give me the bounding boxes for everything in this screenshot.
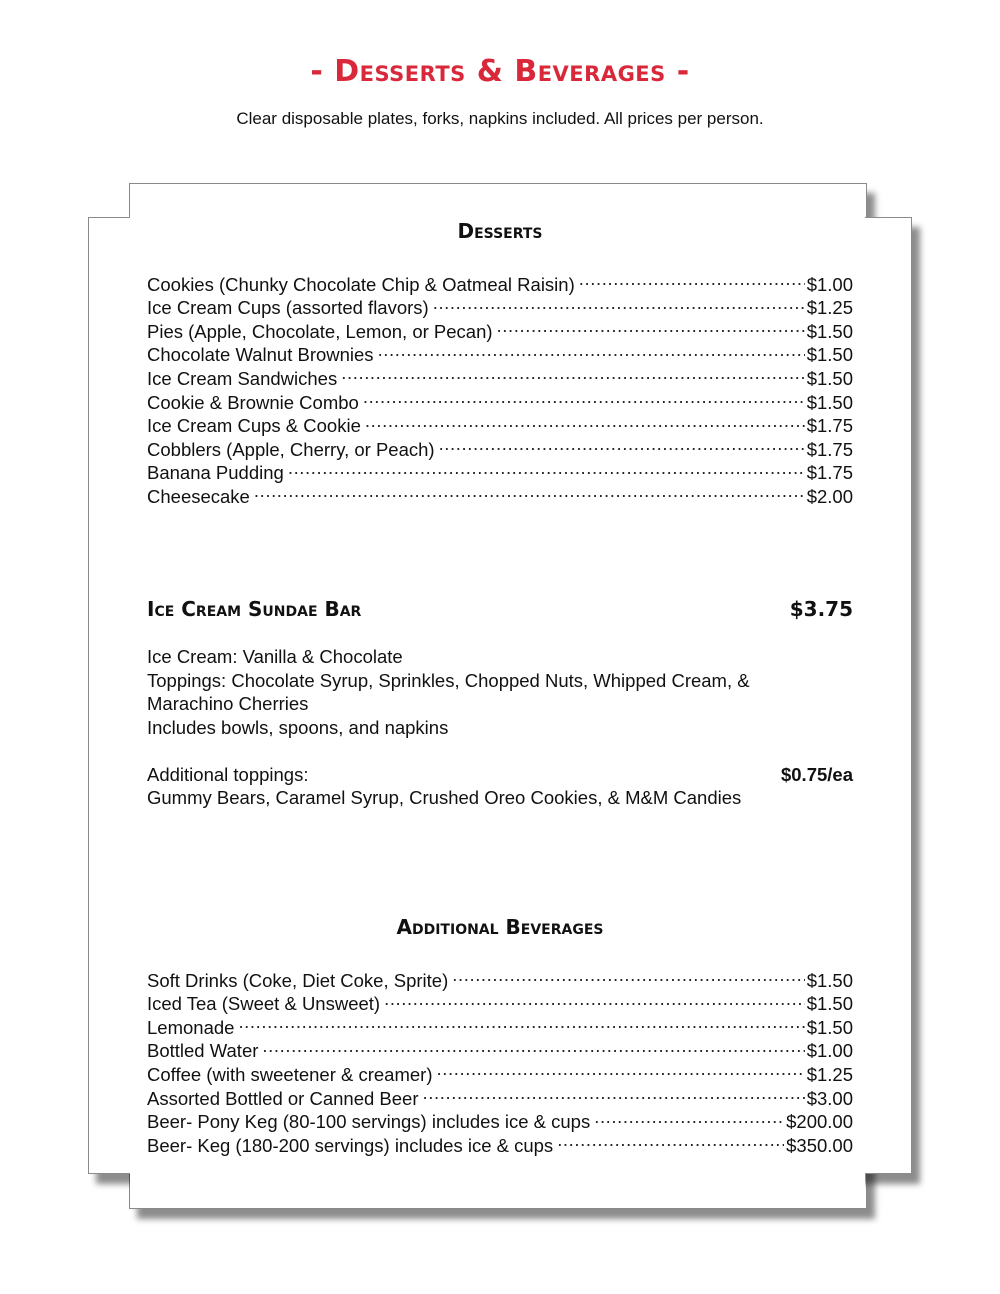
item-name: Ice Cream Cups & Cookie xyxy=(147,415,361,437)
item-price: $1.75 xyxy=(806,415,853,437)
item-price: $1.50 xyxy=(806,391,853,413)
item-name: Banana Pudding xyxy=(147,462,284,484)
item-price: $1.50 xyxy=(806,1016,853,1038)
page-subtitle: Clear disposable plates, forks, napkins included. All prices per person. xyxy=(236,109,764,128)
additional-toppings-price: $0.75/ea xyxy=(780,764,853,785)
item-name: Beer- Pony Keg (80-100 servings) includes ice & cups xyxy=(147,1111,591,1133)
item-name: Cookie & Brownie Combo xyxy=(147,391,359,413)
item-name: Cobblers (Apple, Cherry, or Peach) xyxy=(147,438,435,460)
dot-leader xyxy=(452,963,804,987)
dessert-item xyxy=(147,479,853,507)
item-name: Pies (Apple, Chocolate, Lemon, or Pecan) xyxy=(147,320,493,342)
item-name: Ice Cream Sandwiches xyxy=(147,367,338,389)
sundae-bar-description xyxy=(147,645,853,739)
item-price: $1.00 xyxy=(806,273,853,295)
item-price: $1.00 xyxy=(806,1040,853,1062)
item-name: Beer- Keg (180-200 servings) includes ice & cups xyxy=(147,1134,554,1156)
dot-leader xyxy=(341,361,804,385)
item-name: Ice Cream Cups (assorted flavors) xyxy=(147,297,429,319)
item-price: $1.50 xyxy=(806,969,853,991)
beverages-list xyxy=(147,963,853,1156)
item-name: Soft Drinks (Coke, Diet Coke, Sprite) xyxy=(147,969,449,991)
item-price: $1.50 xyxy=(806,320,853,342)
item-name: Assorted Bottled or Canned Beer xyxy=(147,1087,419,1109)
additional-toppings-label: Additional toppings: xyxy=(147,764,309,785)
dot-leader xyxy=(594,1105,784,1129)
sundae-line: Includes bowls, spoons, and napkins xyxy=(147,716,449,738)
beverages-heading: Additional Beverages xyxy=(396,915,604,939)
dot-leader xyxy=(238,1010,804,1034)
desserts-heading: Desserts xyxy=(457,219,543,243)
item-price: $1.75 xyxy=(806,462,853,484)
sundae-line: Toppings: Chocolate Syrup, Sprinkles, Chopped Nuts, Whipped Cream, & xyxy=(147,669,750,691)
beverage-item xyxy=(147,1010,853,1038)
item-price: $1.25 xyxy=(806,1063,853,1085)
item-price: $2.00 xyxy=(806,485,853,507)
item-price: $350.00 xyxy=(786,1134,853,1156)
dessert-item xyxy=(147,267,853,295)
dot-leader xyxy=(254,479,805,503)
item-price: $200.00 xyxy=(786,1111,853,1133)
additional-toppings-row xyxy=(147,763,853,787)
item-price: $1.75 xyxy=(806,438,853,460)
additional-toppings-list: Gummy Bears, Caramel Syrup, Crushed Oreo Cookies, & M&M Candies xyxy=(147,787,742,808)
dot-leader xyxy=(497,314,805,338)
item-name: Lemonade xyxy=(147,1016,235,1038)
item-price: $1.50 xyxy=(806,367,853,389)
dot-leader xyxy=(363,385,805,409)
item-name: Chocolate Walnut Brownies xyxy=(147,344,374,366)
page-title: - Desserts & Beverages - xyxy=(310,54,690,89)
dot-leader xyxy=(557,1128,784,1152)
sundae-bar-price: $3.75 xyxy=(789,597,853,621)
item-price: $1.50 xyxy=(806,344,853,366)
item-name: Cookies (Chunky Chocolate Chip & Oatmeal Raisin) xyxy=(147,273,575,295)
item-name: Coffee (with sweetener & creamer) xyxy=(147,1063,433,1085)
dot-leader xyxy=(378,338,805,362)
item-name: Iced Tea (Sweet & Unsweet) xyxy=(147,993,381,1015)
item-name: Bottled Water xyxy=(147,1040,259,1062)
dot-leader xyxy=(579,267,805,291)
dot-leader xyxy=(262,1034,804,1058)
beverage-item xyxy=(147,963,853,991)
item-price: $1.50 xyxy=(806,993,853,1015)
sundae-bar-heading: Ice Cream Sundae Bar xyxy=(147,597,362,621)
dot-leader xyxy=(433,291,805,315)
desserts-list xyxy=(147,267,853,507)
item-name: Cheesecake xyxy=(147,485,250,507)
beverage-item xyxy=(147,1034,853,1062)
sundae-bar-header xyxy=(147,596,853,622)
dot-leader xyxy=(384,987,805,1011)
dot-leader xyxy=(423,1081,805,1105)
item-price: $1.25 xyxy=(806,297,853,319)
sundae-line: Ice Cream: Vanilla & Chocolate xyxy=(147,646,403,667)
dot-leader xyxy=(439,432,805,456)
dot-leader xyxy=(365,409,805,433)
sundae-line: Marachino Cherries xyxy=(147,693,309,715)
dot-leader xyxy=(288,456,805,480)
dot-leader xyxy=(437,1057,805,1081)
item-price: $3.00 xyxy=(806,1087,853,1109)
